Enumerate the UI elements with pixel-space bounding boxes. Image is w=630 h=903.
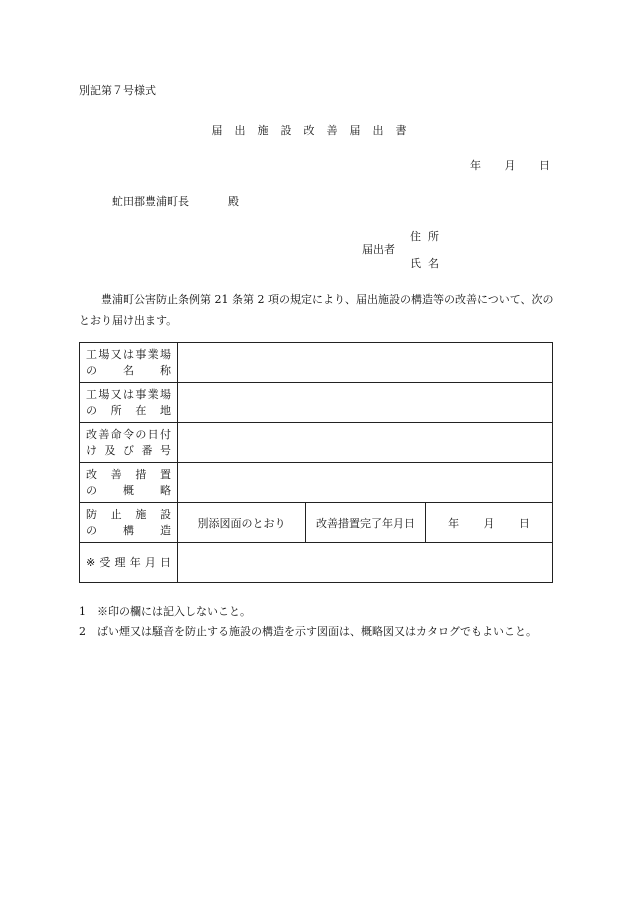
- intro-paragraph: 豊浦町公害防止条例第 21 条第 2 項の規定により、届出施設の構造等の改善について、次のとおり届け出ます。: [79, 293, 554, 327]
- label-char: は: [122, 387, 134, 401]
- label-char: 事: [135, 387, 147, 401]
- label-char: ※: [86, 555, 96, 569]
- table-row: [80, 463, 553, 503]
- factory-location-field[interactable]: [178, 383, 553, 423]
- receipt-date-label: [80, 543, 178, 583]
- label-char: 改: [86, 467, 97, 481]
- label-char: び: [123, 443, 134, 457]
- label-char: 称: [160, 363, 171, 377]
- label-char: 善: [110, 467, 122, 481]
- label-char: 置: [159, 467, 171, 481]
- label-char: 号: [160, 443, 171, 457]
- table-row: [80, 343, 553, 383]
- addressee-honorific: 殿: [228, 195, 239, 208]
- label-char: の: [86, 483, 97, 497]
- date-year: 年: [470, 159, 481, 172]
- label-char: の: [86, 403, 97, 417]
- label-char: 又: [110, 387, 122, 401]
- table-row: [80, 423, 553, 463]
- addressee-name: 虻田郡豊浦町長: [112, 195, 189, 208]
- document-title: 届出施設改善届出書: [211, 124, 419, 137]
- label-char: 名: [123, 363, 134, 377]
- measures-summary-label: [80, 463, 178, 503]
- factory-name-label: [80, 343, 178, 383]
- label-char: 防: [86, 507, 97, 521]
- label-char: 及: [104, 443, 116, 457]
- label-char: 業: [147, 387, 159, 401]
- label-char: 番: [141, 443, 153, 457]
- label-char: 場: [98, 347, 110, 361]
- label-char: 概: [123, 483, 134, 497]
- form-table: [79, 342, 553, 583]
- label-char: 付: [159, 427, 171, 441]
- submission-date: [470, 157, 550, 173]
- label-char: の: [86, 363, 97, 377]
- label-char: 場: [98, 387, 110, 401]
- label-char: 場: [159, 347, 171, 361]
- applicant-label: 届出者: [362, 243, 395, 256]
- order-date-label: [80, 423, 178, 463]
- facility-structure-label: [80, 503, 178, 543]
- note-item: 1 ※印の欄には記入しないこと。: [79, 605, 251, 618]
- label-char: 略: [160, 483, 171, 497]
- label-char: 又: [110, 347, 122, 361]
- label-char: 地: [159, 403, 171, 417]
- receipt-date-field: [178, 543, 553, 583]
- label-char: 業: [147, 347, 159, 361]
- applicant-address-label: 住所: [410, 230, 446, 243]
- label-char: 所: [110, 403, 122, 417]
- completion-date-label: 改善措置完了年月日: [306, 503, 426, 543]
- table-row: [80, 503, 553, 543]
- label-char: 事: [135, 347, 147, 361]
- date-month: 月: [504, 159, 516, 172]
- note-item: 2 ばい煙又は騒音を防止する施設の構造を示す図面は、概略図又はカタログでもよいこと。: [79, 625, 537, 638]
- date-day: 日: [539, 159, 550, 172]
- label-char: 令: [122, 427, 134, 441]
- label-char: は: [122, 347, 134, 361]
- completion-day: 日: [518, 516, 530, 530]
- notes: [79, 602, 537, 642]
- applicant-name-label: 氏名: [410, 257, 446, 270]
- label-char: 設: [159, 507, 171, 521]
- label-char: 措: [135, 467, 147, 481]
- label-char: の: [135, 427, 147, 441]
- label-char: 理: [114, 555, 126, 569]
- label-char: 工: [86, 387, 97, 401]
- label-char: 命: [110, 427, 122, 441]
- label-char: 日: [160, 555, 171, 569]
- completion-date-field[interactable]: [426, 503, 553, 543]
- factory-location-label: [80, 383, 178, 423]
- label-char: 月: [144, 555, 156, 569]
- label-char: 改: [86, 427, 97, 441]
- label-char: 日: [147, 427, 159, 441]
- table-row: [80, 383, 553, 423]
- label-char: け: [86, 443, 97, 457]
- label-char: 善: [98, 427, 110, 441]
- table-row: [80, 543, 553, 583]
- measures-summary-field[interactable]: [178, 463, 553, 503]
- label-char: 場: [159, 387, 171, 401]
- order-date-field[interactable]: [178, 423, 553, 463]
- label-char: 構: [123, 523, 134, 537]
- label-char: 受: [99, 555, 111, 569]
- label-char: 工: [86, 347, 97, 361]
- form-number: 別記第７号様式: [79, 84, 156, 97]
- factory-name-field[interactable]: [178, 343, 553, 383]
- label-char: 造: [160, 523, 171, 537]
- label-char: 施: [135, 507, 147, 521]
- label-char: 止: [110, 507, 122, 521]
- completion-month: 月: [483, 516, 495, 530]
- facility-structure-value: 別添図面のとおり: [178, 503, 306, 543]
- label-char: 年: [129, 555, 141, 569]
- label-char: の: [86, 523, 97, 537]
- completion-year: 年: [448, 516, 460, 530]
- label-char: 在: [135, 403, 147, 417]
